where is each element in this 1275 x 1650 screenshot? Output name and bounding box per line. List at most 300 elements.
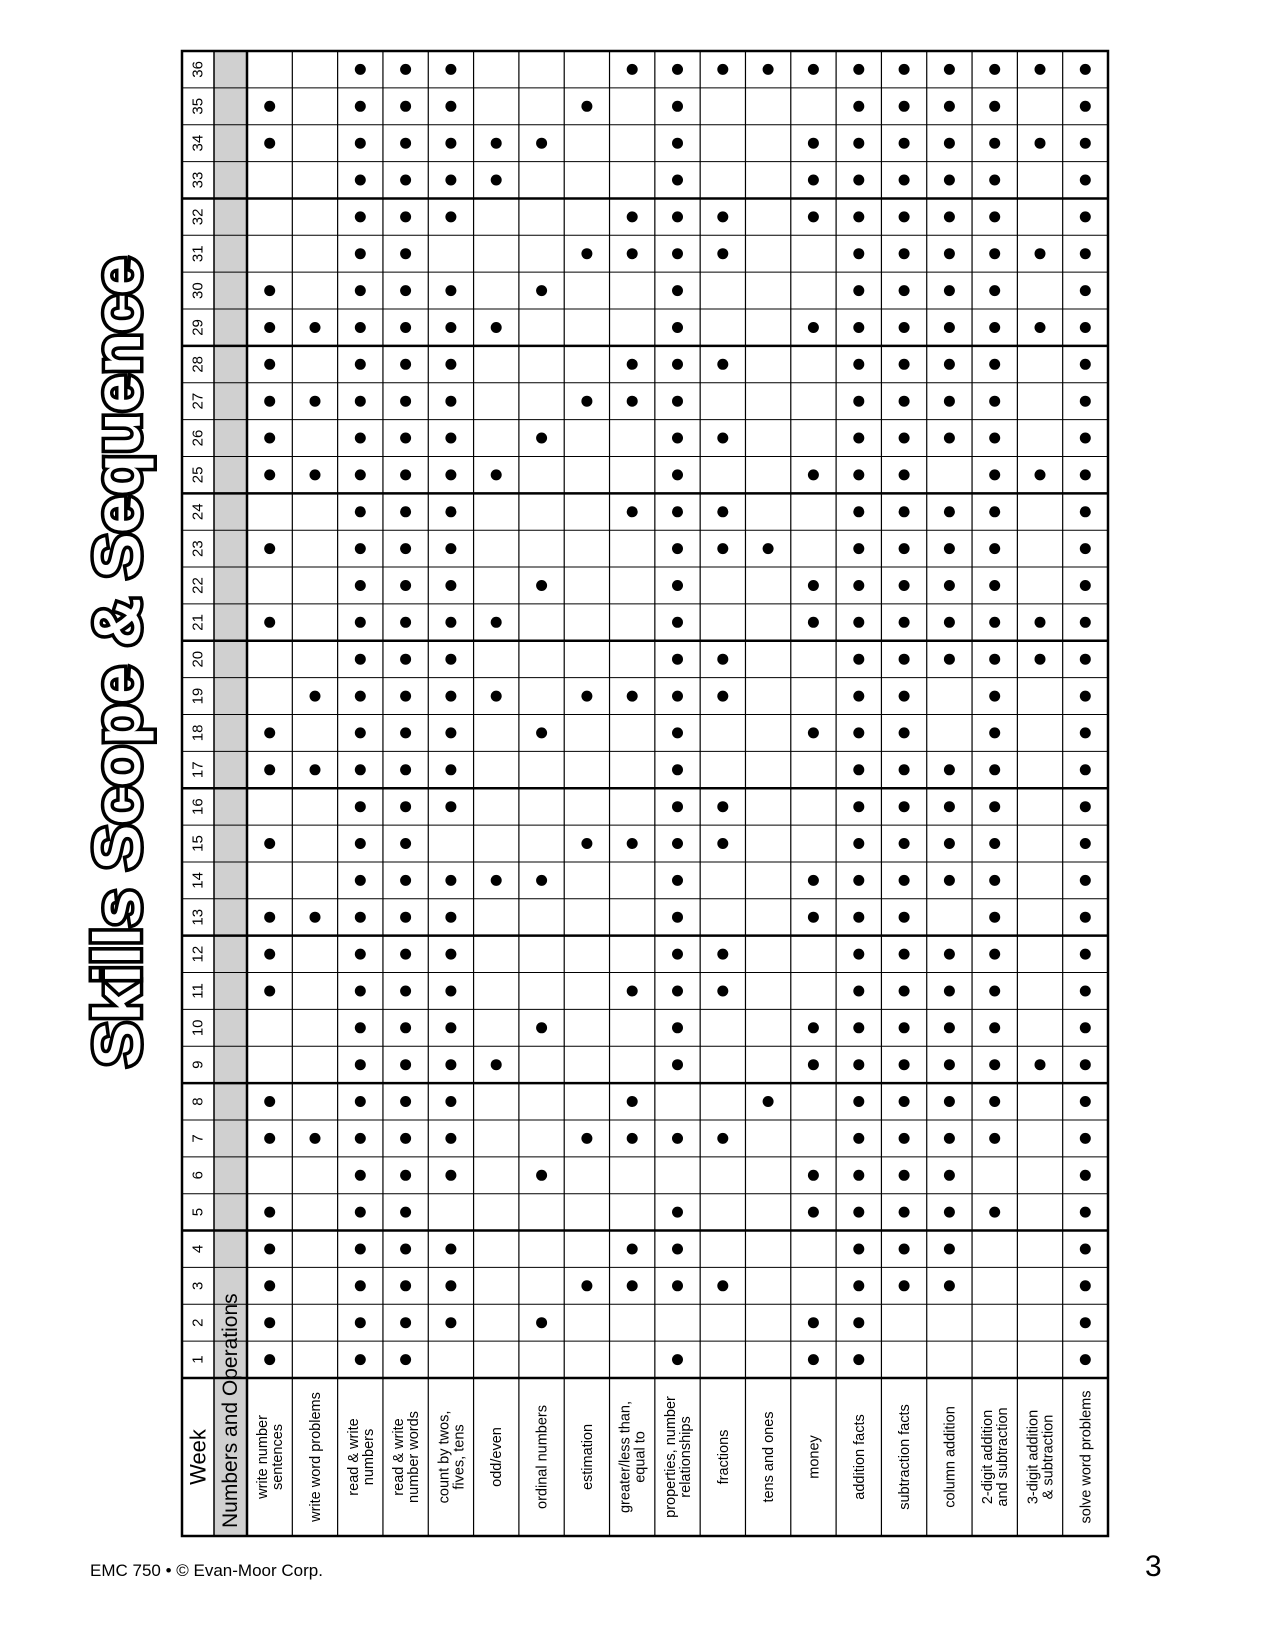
skill-week-dot (717, 543, 728, 554)
skill-week-dot (400, 138, 411, 149)
skill-week-dot (853, 949, 864, 960)
skill-week-dot (899, 248, 910, 259)
skill-week-dot (717, 248, 728, 259)
skill-week-dot (1080, 543, 1091, 554)
skill-week-dot (400, 1096, 411, 1107)
skill-week-dot (264, 469, 275, 480)
skill-week-dot (853, 875, 864, 886)
skill-week-dot (989, 580, 1000, 591)
skill-week-dot (581, 1280, 592, 1291)
skill-week-dot (944, 543, 955, 554)
skill-week-dot (717, 1280, 728, 1291)
skill-week-dot (355, 211, 366, 222)
skill-week-dot (1035, 617, 1046, 628)
skill-week-dot (627, 1280, 638, 1291)
skill-week-dot (944, 949, 955, 960)
skill-week-dot (355, 1354, 366, 1365)
skill-week-dot (944, 654, 955, 665)
skill-week-dot (355, 1133, 366, 1144)
skill-week-dot (672, 285, 683, 296)
skill-week-dot (1080, 1133, 1091, 1144)
skill-week-dot (355, 1317, 366, 1328)
skill-week-dot (808, 469, 819, 480)
skill-week-dot (400, 580, 411, 591)
skill-week-dot (672, 64, 683, 75)
skill-week-dot (1080, 727, 1091, 738)
skill-week-dot (445, 322, 456, 333)
week-number: 28 (189, 355, 207, 373)
skill-week-dot (717, 433, 728, 444)
skill-week-dot (445, 801, 456, 812)
skill-week-dot (400, 801, 411, 812)
skill-week-dot (355, 543, 366, 554)
skill-week-dot (310, 469, 321, 480)
skill-week-dot (445, 543, 456, 554)
skill-week-dot (1080, 322, 1091, 333)
skill-week-dot (672, 1207, 683, 1218)
skill-week-dot (1080, 359, 1091, 370)
skill-week-dot (1080, 285, 1091, 296)
skill-week-dot (264, 617, 275, 628)
skill-week-dot (355, 764, 366, 775)
week-number: 10 (189, 1019, 207, 1037)
week-number: 6 (189, 1171, 207, 1180)
table-grid (182, 51, 1108, 1536)
skill-week-dot (445, 986, 456, 997)
skill-week-dot (400, 506, 411, 517)
skill-week-dot (763, 543, 774, 554)
skill-week-dot (899, 211, 910, 222)
skill-week-dot (944, 801, 955, 812)
skill-week-dot (853, 101, 864, 112)
skill-week-dot (536, 1170, 547, 1181)
skill-week-dot (808, 64, 819, 75)
skill-week-dot (1080, 433, 1091, 444)
skill-week-dot (264, 138, 275, 149)
skill-week-dot (853, 1096, 864, 1107)
skill-week-dot (899, 396, 910, 407)
skill-week-dot (355, 506, 366, 517)
skill-week-dot (400, 64, 411, 75)
skill-week-dot (355, 617, 366, 628)
skill-week-dot (989, 64, 1000, 75)
week-number: 18 (189, 724, 207, 742)
skill-week-dot (672, 1022, 683, 1033)
skill-label: odd/even (489, 1427, 506, 1487)
skill-week-dot (672, 764, 683, 775)
skill-week-dot (989, 469, 1000, 480)
skill-week-dot (310, 691, 321, 702)
skill-week-dot (491, 469, 502, 480)
skill-week-dot (717, 211, 728, 222)
skill-week-dot (491, 691, 502, 702)
skill-week-dot (989, 175, 1000, 186)
skill-week-dot (1080, 875, 1091, 886)
skill-week-dot (672, 359, 683, 370)
skill-week-dot (400, 322, 411, 333)
skill-week-dot (808, 727, 819, 738)
skill-week-dot (672, 580, 683, 591)
skill-week-dot (1080, 138, 1091, 149)
skill-week-dot (1035, 248, 1046, 259)
week-header: Week (185, 1429, 211, 1485)
skill-week-dot (264, 433, 275, 444)
skill-week-dot (400, 433, 411, 444)
skill-week-dot (355, 654, 366, 665)
page-number: 3 (1145, 1550, 1162, 1583)
skill-week-dot (355, 1170, 366, 1181)
skill-week-dot (853, 1059, 864, 1070)
skill-week-dot (445, 1022, 456, 1033)
skill-week-dot (944, 875, 955, 886)
skill-week-dot (1080, 691, 1091, 702)
skill-week-dot (944, 138, 955, 149)
table-labels (186, 61, 1095, 1528)
skill-week-dot (310, 396, 321, 407)
skill-week-dot (445, 764, 456, 775)
skill-week-dot (899, 912, 910, 923)
skill-label: 3-digit addition& subtraction (1025, 1409, 1057, 1505)
skill-week-dot (627, 691, 638, 702)
skill-week-dot (853, 801, 864, 812)
skill-week-dot (853, 1244, 864, 1255)
skill-week-dot (808, 875, 819, 886)
skill-week-dot (944, 101, 955, 112)
week-number: 11 (189, 983, 207, 999)
skill-week-dot (853, 838, 864, 849)
skill-week-dot (400, 1170, 411, 1181)
skill-week-dot (355, 248, 366, 259)
skill-week-dot (1080, 654, 1091, 665)
skill-week-dot (445, 101, 456, 112)
skill-week-dot (627, 838, 638, 849)
skill-week-dot (899, 469, 910, 480)
skill-week-dot (1080, 506, 1091, 517)
skill-week-dot (672, 543, 683, 554)
skill-week-dot (944, 175, 955, 186)
skill-week-dot (672, 912, 683, 923)
week-number: 8 (189, 1097, 207, 1106)
skill-week-dot (899, 801, 910, 812)
skill-week-dot (853, 1354, 864, 1365)
skill-week-dot (899, 875, 910, 886)
skill-week-dot (445, 1059, 456, 1070)
skill-week-dot (672, 101, 683, 112)
skill-label: money (806, 1435, 823, 1479)
skill-week-dot (763, 1096, 774, 1107)
skill-week-dot (581, 691, 592, 702)
week-number: 22 (189, 577, 207, 594)
skill-week-dot (445, 396, 456, 407)
skill-week-dot (944, 764, 955, 775)
skill-week-dot (944, 1096, 955, 1107)
skill-week-dot (264, 1096, 275, 1107)
skill-week-dot (717, 654, 728, 665)
table-border (182, 51, 1108, 1536)
skill-week-dot (1080, 64, 1091, 75)
week-number: 3 (189, 1281, 207, 1291)
skill-week-dot (808, 617, 819, 628)
skill-week-dot (989, 654, 1000, 665)
skill-week-dot (627, 1133, 638, 1144)
skill-week-dot (1080, 469, 1091, 480)
skill-week-dot (899, 506, 910, 517)
skill-week-dot (581, 101, 592, 112)
skill-week-dot (944, 1170, 955, 1181)
skill-week-dot (400, 1059, 411, 1070)
skill-week-dot (264, 838, 275, 849)
skill-week-dot (264, 543, 275, 554)
week-number: 19 (189, 687, 207, 705)
skill-week-dot (264, 764, 275, 775)
skill-week-dot (400, 1207, 411, 1218)
skill-week-dot (672, 654, 683, 665)
week-number: 12 (189, 945, 207, 963)
week-number: 16 (189, 798, 207, 815)
skill-week-dot (944, 1207, 955, 1218)
skill-week-dot (853, 469, 864, 480)
skill-week-dot (944, 838, 955, 849)
skill-week-dot (899, 175, 910, 186)
skill-week-dot (264, 986, 275, 997)
skill-week-dot (1080, 764, 1091, 775)
skill-week-dot (355, 64, 366, 75)
skill-week-dot (1080, 396, 1091, 407)
skill-label: write numbersentences (255, 1415, 287, 1499)
skill-week-dot (672, 248, 683, 259)
skill-week-dot (899, 949, 910, 960)
skill-week-dot (400, 285, 411, 296)
skill-week-dot (581, 838, 592, 849)
skill-week-dot (899, 1059, 910, 1070)
skill-week-dot (491, 617, 502, 628)
skill-week-dot (1080, 101, 1091, 112)
week-number: 36 (189, 61, 207, 78)
skill-week-dot (717, 691, 728, 702)
skill-week-dot (899, 1096, 910, 1107)
skill-week-dot (853, 1133, 864, 1144)
skill-week-dot (355, 949, 366, 960)
skill-week-dot (355, 727, 366, 738)
skill-week-dot (989, 359, 1000, 370)
skill-week-dot (445, 1133, 456, 1144)
skill-week-dot (400, 949, 411, 960)
skill-week-dot (491, 175, 502, 186)
skill-week-dot (899, 838, 910, 849)
skill-week-dot (445, 949, 456, 960)
skill-week-dot (264, 1207, 275, 1218)
skill-week-dot (400, 396, 411, 407)
skill-week-dot (264, 396, 275, 407)
skill-week-dot (355, 138, 366, 149)
skill-week-dot (672, 506, 683, 517)
skill-week-dot (853, 1317, 864, 1328)
skill-week-dot (672, 469, 683, 480)
skill-week-dot (355, 1096, 366, 1107)
skill-week-dot (672, 322, 683, 333)
skill-week-dot (899, 322, 910, 333)
skill-week-dot (264, 949, 275, 960)
skill-label: estimation (579, 1423, 596, 1491)
week-number: 5 (189, 1207, 207, 1217)
skill-week-dot (627, 1244, 638, 1255)
skill-week-dot (627, 64, 638, 75)
skill-week-dot (355, 875, 366, 886)
skill-week-dot (853, 175, 864, 186)
skill-label: addition facts (851, 1414, 868, 1500)
skill-week-dot (264, 1244, 275, 1255)
skill-week-dot (1035, 1059, 1046, 1070)
skill-week-dot (853, 986, 864, 997)
skill-week-dot (445, 1096, 456, 1107)
week-number: 30 (189, 282, 207, 299)
skill-week-dot (944, 64, 955, 75)
skill-week-dot (445, 1244, 456, 1255)
skill-label: greater/less than,equal to (617, 1400, 649, 1514)
skill-label: read & writenumbers (345, 1418, 377, 1496)
skill-week-dot (853, 433, 864, 444)
skill-week-dot (763, 64, 774, 75)
skill-week-dot (944, 248, 955, 259)
skill-week-dot (400, 175, 411, 186)
skill-week-dot (627, 1096, 638, 1107)
skill-week-dot (899, 727, 910, 738)
skill-week-dot (944, 580, 955, 591)
skill-label: solve word problems (1078, 1390, 1095, 1524)
skill-week-dot (264, 1133, 275, 1144)
skill-week-dot (989, 1022, 1000, 1033)
skill-week-dot (853, 138, 864, 149)
skill-week-dot (400, 727, 411, 738)
skill-week-dot (717, 359, 728, 370)
skill-week-dot (445, 1317, 456, 1328)
skill-week-dot (989, 691, 1000, 702)
skill-week-dot (989, 912, 1000, 923)
skill-week-dot (808, 1207, 819, 1218)
skill-week-dot (264, 1317, 275, 1328)
skill-week-dot (853, 764, 864, 775)
skill-week-dot (536, 285, 547, 296)
skill-week-dot (989, 1059, 1000, 1070)
skill-week-dot (355, 285, 366, 296)
skill-week-dot (1080, 1280, 1091, 1291)
skill-week-dot (944, 1059, 955, 1070)
skill-week-dot (899, 986, 910, 997)
skill-week-dot (853, 396, 864, 407)
week-number: 27 (189, 392, 207, 410)
skill-week-dot (989, 211, 1000, 222)
week-number: 17 (189, 761, 207, 779)
skill-week-dot (899, 617, 910, 628)
skill-week-dot (808, 1317, 819, 1328)
skill-week-dot (853, 654, 864, 665)
skill-week-dot (445, 469, 456, 480)
skill-week-dot (1080, 949, 1091, 960)
skill-week-dot (627, 396, 638, 407)
skill-week-dot (899, 1207, 910, 1218)
skill-week-dot (899, 138, 910, 149)
skill-week-dot (1080, 801, 1091, 812)
skill-week-dot (445, 691, 456, 702)
skill-week-dot (717, 506, 728, 517)
skill-week-dot (264, 1354, 275, 1365)
week-number: 25 (189, 466, 207, 484)
skill-week-dot (989, 396, 1000, 407)
skill-week-dot (264, 912, 275, 923)
skill-week-dot (400, 211, 411, 222)
skill-week-dot (400, 101, 411, 112)
skill-week-dot (672, 838, 683, 849)
week-number: 21 (189, 614, 207, 631)
skill-week-dot (1080, 1317, 1091, 1328)
skill-week-dot (989, 764, 1000, 775)
skill-week-dot (853, 1280, 864, 1291)
skill-week-dot (672, 1059, 683, 1070)
skill-week-dot (400, 1317, 411, 1328)
skill-week-dot (264, 727, 275, 738)
section-label: Numbers and Operations (219, 1293, 242, 1528)
skill-week-dot (491, 875, 502, 886)
skill-week-dot (672, 138, 683, 149)
skill-week-dot (989, 285, 1000, 296)
skill-week-dot (899, 1133, 910, 1144)
skill-week-dot (672, 949, 683, 960)
skill-week-dot (400, 469, 411, 480)
skill-week-dot (400, 1244, 411, 1255)
skill-week-dot (445, 727, 456, 738)
skill-week-dot (627, 248, 638, 259)
skill-week-dot (1080, 1354, 1091, 1365)
skill-week-dot (989, 138, 1000, 149)
skill-week-dot (899, 654, 910, 665)
skill-week-dot (445, 654, 456, 665)
skill-week-dot (899, 64, 910, 75)
skill-week-dot (581, 396, 592, 407)
skill-week-dot (355, 1022, 366, 1033)
skill-week-dot (717, 1133, 728, 1144)
week-number: 14 (189, 872, 207, 889)
skill-week-dot (400, 1354, 411, 1365)
skill-week-dot (1080, 211, 1091, 222)
skill-week-dot (853, 727, 864, 738)
skill-week-dot (491, 1059, 502, 1070)
skill-week-dot (672, 727, 683, 738)
skill-week-dot (808, 322, 819, 333)
skill-week-dot (445, 617, 456, 628)
week-number: 7 (189, 1134, 207, 1143)
skill-week-dot (400, 654, 411, 665)
week-number: 9 (189, 1060, 207, 1069)
skill-week-dot (264, 322, 275, 333)
skill-week-dot (944, 986, 955, 997)
skill-label: properties, numberrelationships (663, 1396, 694, 1518)
skill-week-dot (717, 801, 728, 812)
skill-week-dot (536, 1317, 547, 1328)
skill-week-dot (944, 396, 955, 407)
skill-week-dot (627, 211, 638, 222)
skill-week-dot (944, 1133, 955, 1144)
skill-week-dot (989, 949, 1000, 960)
skill-week-dot (989, 433, 1000, 444)
skill-week-dot (310, 322, 321, 333)
skill-week-dot (445, 506, 456, 517)
skill-label: fractions (715, 1429, 732, 1485)
skill-label: 2-digit additionand subtraction (980, 1407, 1012, 1507)
skill-week-dot (853, 248, 864, 259)
skill-week-dot (445, 580, 456, 591)
skill-week-dot (355, 469, 366, 480)
skill-label: subtraction facts (897, 1404, 914, 1510)
